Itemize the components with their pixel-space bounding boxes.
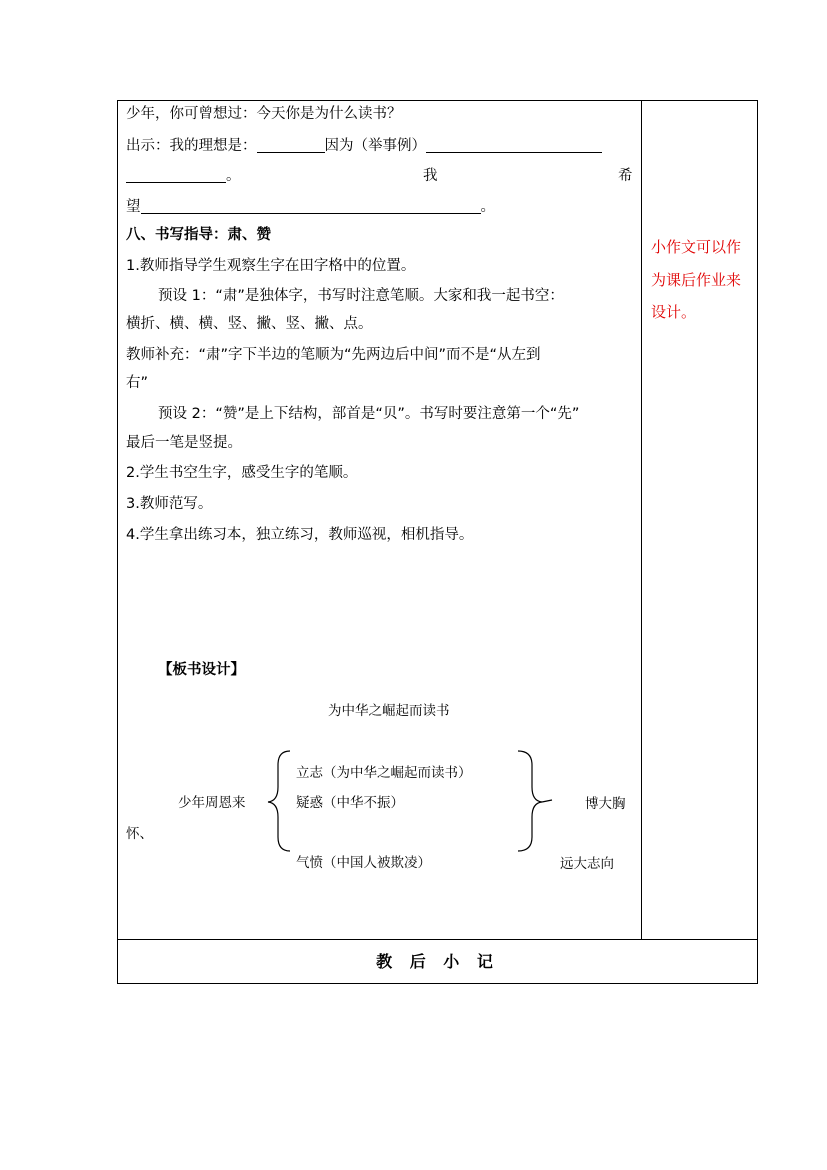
preset-1-line-a: 预设 1：“肃”是独体字，书写时注意笔顺。大家和我一起书空： [158,288,564,304]
preset-2-line-b: 最后一笔是竖提。 [126,435,242,451]
example-blank [426,136,602,153]
section-title: 八、书写指导：肃、赞 [126,227,271,243]
show-line [126,136,602,156]
left-brace [268,751,290,851]
post-lesson-notes-title: 教 后 小 记 [376,952,499,971]
board-item-1: 立志（为中华之崛起而读书） [296,765,472,781]
board-right-bottom: 远大志向 [560,856,614,872]
column-divider [641,100,642,940]
hope-line [126,197,495,217]
word-wo: 我 [423,168,438,184]
example-blank-2 [126,166,226,183]
preset-2-line-a: 预设 2：“赞”是上下结构，部首是“贝”。书写时要注意第一个“先” [158,406,580,422]
word-wang: 望 [126,199,141,215]
board-title: 为中华之崛起而读书 [328,703,450,719]
word-xi: 希 [618,168,633,184]
board-right-top: 博大胸 [585,796,626,812]
right-pointer [542,800,552,802]
side-note-line-2: 为课后作业来 [651,271,742,289]
step-2: 2.学生书空生字，感受生字的笔顺。 [126,465,358,481]
side-note-line-1: 小作文可以作 [651,238,742,256]
board-heading: 【板书设计】 [158,662,245,678]
teacher-add-line-a: 教师补充：“肃”字下半边的笔顺为“先两边后中间”而不是“从左到 [126,347,541,363]
ideal-blank [257,136,325,153]
question-line: 少年，你可曾想过：今天你是为什么读书？ [126,106,402,122]
board-left-label: 少年周恩来 [178,795,246,811]
board-item-2: 疑惑（中华不振） [296,795,404,811]
show-prefix: 出示：我的理想是： [126,138,257,154]
board-item-3: 气愤（中国人被欺凌） [296,855,431,871]
continue-line [126,166,241,186]
period-2: 。 [480,199,495,215]
right-brace [518,751,542,851]
teacher-add-line-b: 右” [126,375,149,391]
show-because: 因为（举事例） [324,138,426,154]
board-right-wrap: 怀、 [126,826,153,842]
step-3: 3.教师范写。 [126,496,213,512]
period: 。 [226,168,241,184]
preset-1-line-b: 横折、横、横、竖、撇、竖、撇、点。 [126,316,373,332]
step-1: 1.教师指导学生观察生字在田字格中的位置。 [126,258,416,274]
step-4: 4.学生拿出练习本，独立练习，教师巡视，相机指导。 [126,527,474,543]
side-note-line-3: 设计。 [651,303,697,321]
hope-blank [141,197,481,214]
